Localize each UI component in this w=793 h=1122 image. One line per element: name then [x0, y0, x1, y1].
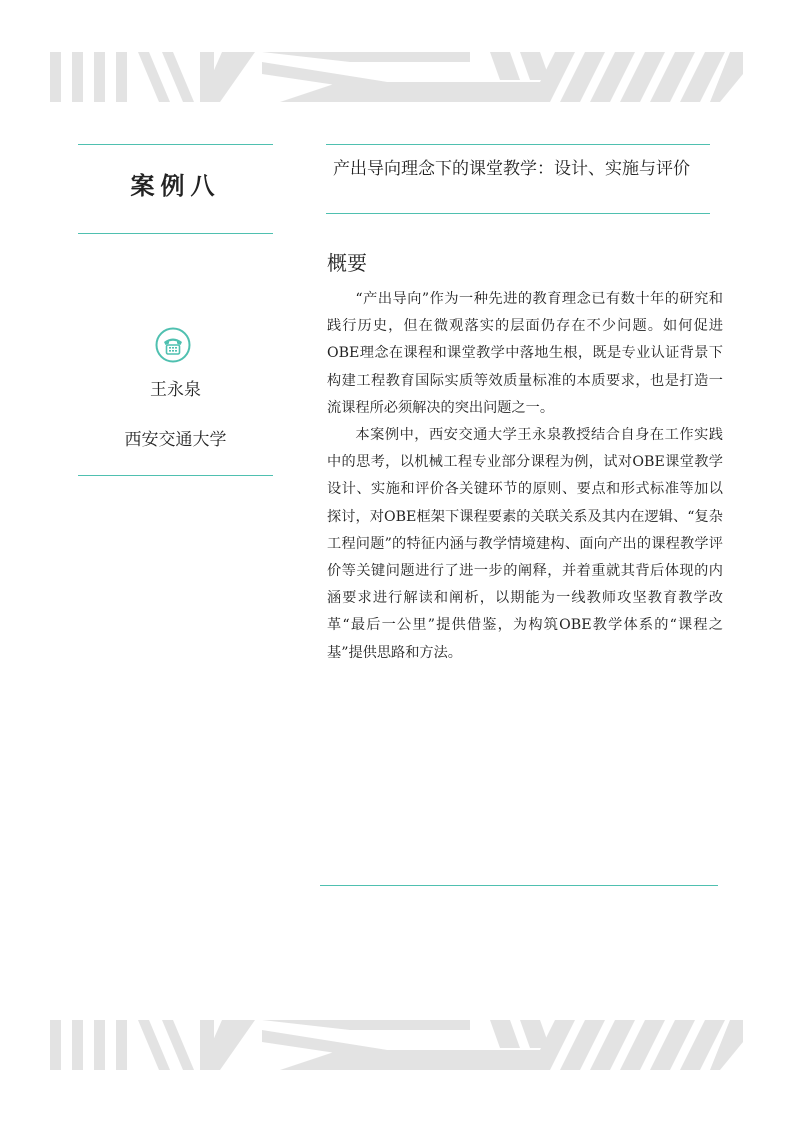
stripe-pattern [50, 52, 743, 102]
right-rule-top [326, 144, 710, 145]
abstract-body [327, 286, 723, 667]
right-rule-below-title [326, 213, 710, 214]
author-name: 王永泉 [150, 380, 201, 400]
abstract-paragraph: “产出导向”作为一种先进的教育理念已有数十年的研究和践行历史，但在微观落实的层面仍存在不少问题。如何促进OBE理念在课程和课堂教学中落地生根，既是专业认证背景下构建工程教育国际实质等效质量标准的本质要求，也是打造一流课程所必须解决的突出问题之一。 [327, 291, 723, 416]
page-title: 产出导向理念下的课堂教学：设计、实施与评价 [333, 159, 690, 179]
left-rule-bottom [78, 475, 273, 476]
section-heading: 概要 [327, 251, 367, 275]
right-rule-bottom [320, 885, 718, 886]
left-rule-middle [78, 233, 273, 234]
case-label: 案例八 [130, 171, 221, 200]
left-rule-top [78, 144, 273, 145]
decorative-stripe-band-bottom [50, 1020, 743, 1070]
decorative-stripe-band-top [50, 52, 743, 102]
abstract-paragraph: 本案例中，西安交通大学王永泉教授结合自身在工作实践中的思考，以机械工程专业部分课程为例，试对OBE课堂教学设计、实施和评价各关键环节的原则、要点和形式标准等加以探讨，对OBE框架下课程要素的关联关系及其内在逻辑、“复杂工程问题”的特征内涵与教学情境建构、面向产出的课程教学评价等关键问题进行了进一步的阐释，并着重就其背后体现的内涵要求进行解读和阐析，以期能为一线教师攻坚教育教学改革“最后一公里”提供借鉴，为构筑OBE教学体系的“课程之基”提供思路和方法。 [327, 427, 723, 661]
stripe-pattern [50, 1020, 743, 1070]
phone-icon [155, 327, 191, 363]
author-affiliation: 西安交通大学 [124, 430, 227, 450]
